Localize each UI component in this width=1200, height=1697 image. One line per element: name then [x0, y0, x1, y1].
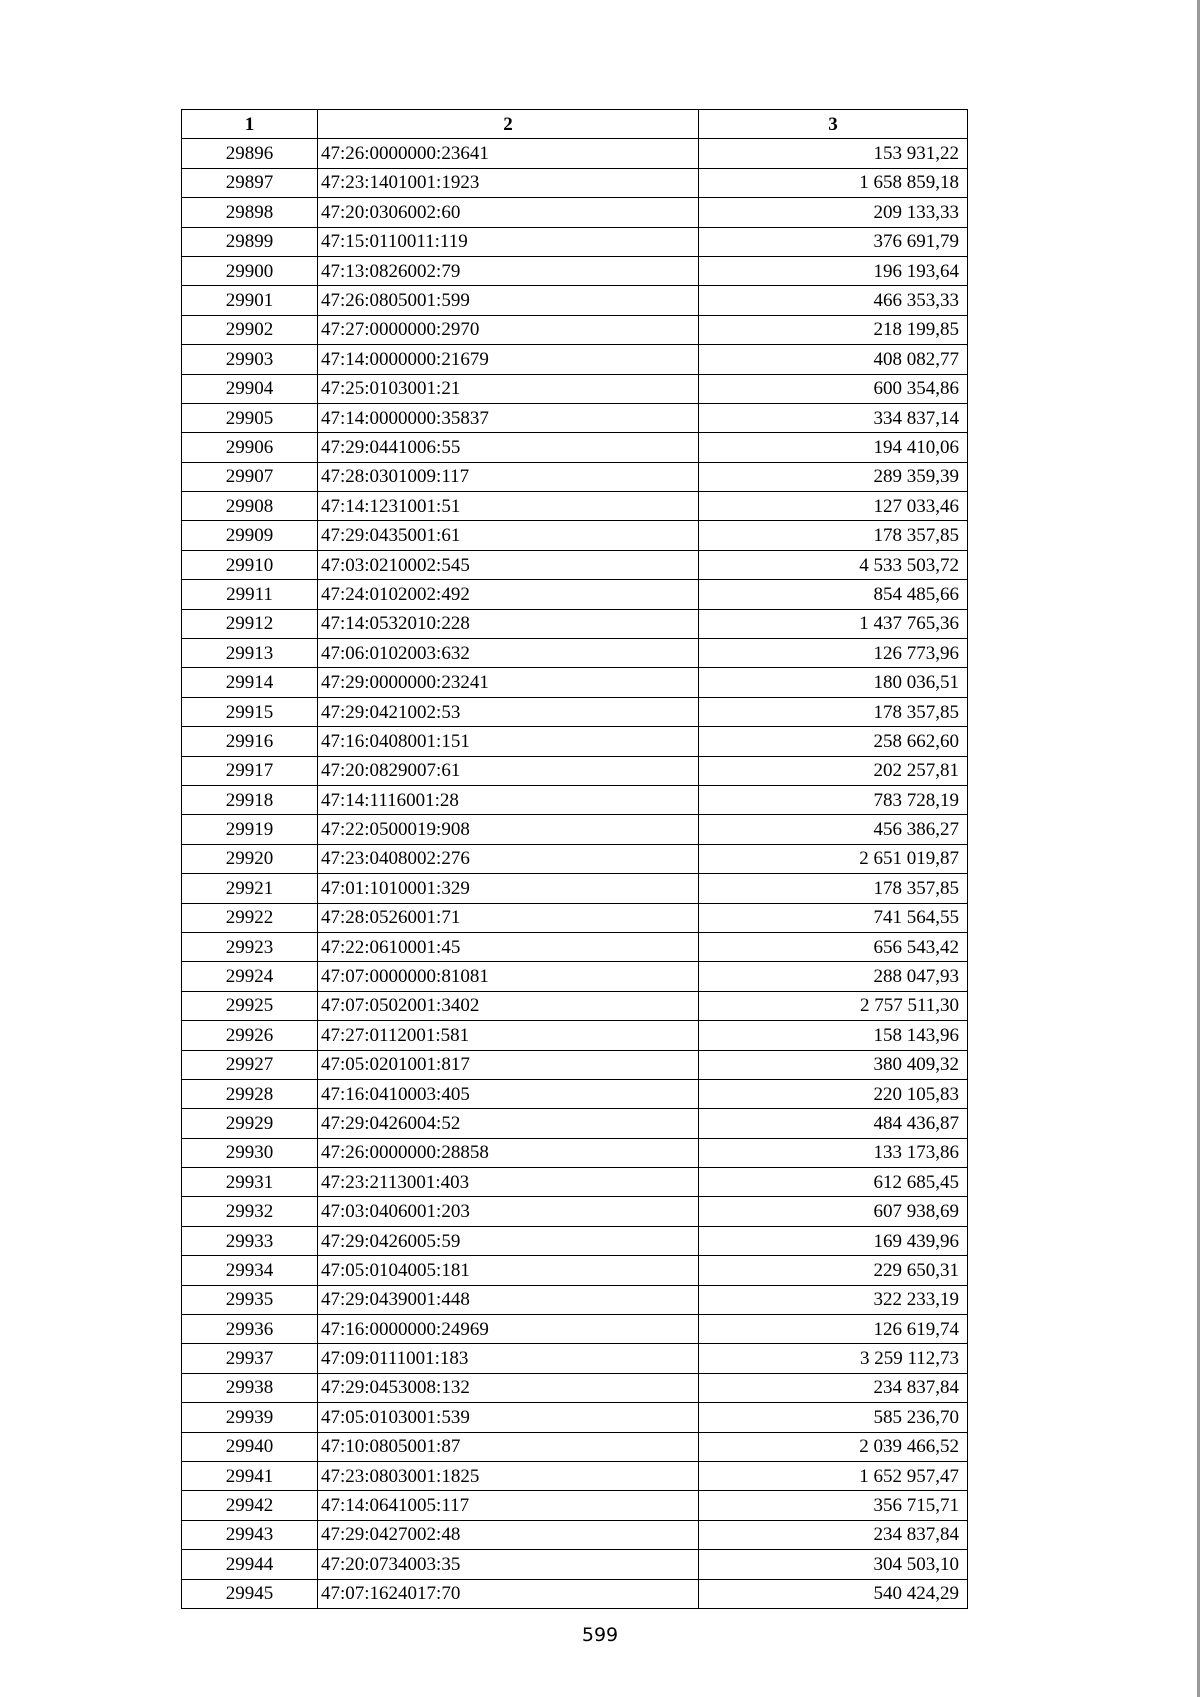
table-row [182, 991, 968, 1020]
row-number-cell: 29899 [182, 227, 318, 256]
value-cell: 2 651 019,87 [699, 844, 968, 873]
cadastral-number-cell: 47:16:0410003:405 [318, 1079, 699, 1108]
cadastral-number-cell: 47:03:0210002:545 [318, 550, 699, 579]
table-row [182, 903, 968, 932]
row-number-cell: 29933 [182, 1226, 318, 1255]
value-cell: 376 691,79 [699, 227, 968, 256]
cadastral-number-cell: 47:16:0000000:24969 [318, 1315, 699, 1344]
value-cell: 202 257,81 [699, 756, 968, 785]
row-number-cell: 29905 [182, 403, 318, 432]
cadastral-number-cell: 47:29:0000000:23241 [318, 668, 699, 697]
value-cell: 380 409,32 [699, 1050, 968, 1079]
table-row [182, 550, 968, 579]
value-cell: 153 931,22 [699, 139, 968, 168]
value-cell: 334 837,14 [699, 403, 968, 432]
cadastral-number-cell: 47:22:0610001:45 [318, 932, 699, 961]
cadastral-number-cell: 47:29:0421002:53 [318, 697, 699, 726]
table-row [182, 727, 968, 756]
table-row [182, 139, 968, 168]
row-number-cell: 29897 [182, 168, 318, 197]
value-cell: 234 837,84 [699, 1520, 968, 1549]
cadastral-number-cell: 47:25:0103001:21 [318, 374, 699, 403]
table-row [182, 1461, 968, 1490]
row-number-cell: 29940 [182, 1432, 318, 1461]
table-row [182, 1021, 968, 1050]
row-number-cell: 29915 [182, 697, 318, 726]
value-cell: 1 658 859,18 [699, 168, 968, 197]
value-cell: 585 236,70 [699, 1403, 968, 1432]
table-row [182, 580, 968, 609]
table-header-row [182, 110, 968, 139]
table-row [182, 1344, 968, 1373]
value-cell: 607 938,69 [699, 1197, 968, 1226]
cadastral-number-cell: 47:24:0102002:492 [318, 580, 699, 609]
row-number-cell: 29920 [182, 844, 318, 873]
row-number-cell: 29917 [182, 756, 318, 785]
cadastral-number-cell: 47:03:0406001:203 [318, 1197, 699, 1226]
row-number-cell: 29934 [182, 1256, 318, 1285]
table-row [182, 1226, 968, 1255]
table-row [182, 668, 968, 697]
table-row [182, 1432, 968, 1461]
row-number-cell: 29945 [182, 1579, 318, 1608]
value-cell: 178 357,85 [699, 697, 968, 726]
cadastral-number-cell: 47:22:0500019:908 [318, 815, 699, 844]
cadastral-number-cell: 47:29:0426004:52 [318, 1109, 699, 1138]
value-cell: 196 193,64 [699, 256, 968, 285]
row-number-cell: 29932 [182, 1197, 318, 1226]
cadastral-number-cell: 47:01:1010001:329 [318, 874, 699, 903]
table-row [182, 609, 968, 638]
value-cell: 180 036,51 [699, 668, 968, 697]
row-number-cell: 29929 [182, 1109, 318, 1138]
value-cell: 220 105,83 [699, 1079, 968, 1108]
row-number-cell: 29913 [182, 639, 318, 668]
cadastral-number-cell: 47:23:0803001:1825 [318, 1461, 699, 1490]
cadastral-number-cell: 47:20:0829007:61 [318, 756, 699, 785]
row-number-cell: 29910 [182, 550, 318, 579]
value-cell: 178 357,85 [699, 874, 968, 903]
row-number-cell: 29930 [182, 1138, 318, 1167]
value-cell: 854 485,66 [699, 580, 968, 609]
table-row [182, 932, 968, 961]
table-row [182, 1373, 968, 1402]
page-number: 599 [581, 1624, 619, 1646]
value-cell: 234 837,84 [699, 1373, 968, 1402]
cadastral-number-cell: 47:13:0826002:79 [318, 256, 699, 285]
row-number-cell: 29944 [182, 1550, 318, 1579]
cadastral-number-cell: 47:29:0427002:48 [318, 1520, 699, 1549]
row-number-cell: 29927 [182, 1050, 318, 1079]
value-cell: 466 353,33 [699, 286, 968, 315]
row-number-cell: 29902 [182, 315, 318, 344]
cadastral-number-cell: 47:14:0000000:35837 [318, 403, 699, 432]
value-cell: 4 533 503,72 [699, 550, 968, 579]
row-number-cell: 29903 [182, 345, 318, 374]
cadastral-number-cell: 47:14:1116001:28 [318, 785, 699, 814]
table-row [182, 198, 968, 227]
row-number-cell: 29908 [182, 492, 318, 521]
table-row [182, 1168, 968, 1197]
row-number-cell: 29907 [182, 462, 318, 491]
row-number-cell: 29922 [182, 903, 318, 932]
row-number-cell: 29909 [182, 521, 318, 550]
table-row [182, 874, 968, 903]
table-row [182, 256, 968, 285]
cadastral-number-cell: 47:07:0000000:81081 [318, 962, 699, 991]
value-cell: 484 436,87 [699, 1109, 968, 1138]
value-cell: 612 685,45 [699, 1168, 968, 1197]
value-cell: 133 173,86 [699, 1138, 968, 1167]
column-header-number: 1 [182, 110, 318, 139]
table-row [182, 962, 968, 991]
value-cell: 322 233,19 [699, 1285, 968, 1314]
cadastral-number-cell: 47:26:0000000:23641 [318, 139, 699, 168]
value-cell: 127 033,46 [699, 492, 968, 521]
value-cell: 600 354,86 [699, 374, 968, 403]
cadastral-number-cell: 47:15:0110011:119 [318, 227, 699, 256]
cadastral-number-cell: 47:29:0426005:59 [318, 1226, 699, 1255]
row-number-cell: 29911 [182, 580, 318, 609]
row-number-cell: 29937 [182, 1344, 318, 1373]
row-number-cell: 29921 [182, 874, 318, 903]
table-row [182, 639, 968, 668]
table-row [182, 433, 968, 462]
value-cell: 3 259 112,73 [699, 1344, 968, 1373]
value-cell: 741 564,55 [699, 903, 968, 932]
table-row [182, 756, 968, 785]
row-number-cell: 29943 [182, 1520, 318, 1549]
cadastral-number-cell: 47:16:0408001:151 [318, 727, 699, 756]
value-cell: 356 715,71 [699, 1491, 968, 1520]
value-cell: 229 650,31 [699, 1256, 968, 1285]
table-row [182, 286, 968, 315]
cadastral-number-cell: 47:14:0532010:228 [318, 609, 699, 638]
value-cell: 2 757 511,30 [699, 991, 968, 1020]
cadastral-number-cell: 47:14:0000000:21679 [318, 345, 699, 374]
row-number-cell: 29936 [182, 1315, 318, 1344]
table-row [182, 374, 968, 403]
cadastral-number-cell: 47:20:0306002:60 [318, 198, 699, 227]
table-row [182, 345, 968, 374]
cadastral-number-cell: 47:27:0112001:581 [318, 1021, 699, 1050]
value-cell: 289 359,39 [699, 462, 968, 491]
row-number-cell: 29928 [182, 1079, 318, 1108]
cadastral-number-cell: 47:09:0111001:183 [318, 1344, 699, 1373]
value-cell: 304 503,10 [699, 1550, 968, 1579]
cadastral-number-cell: 47:28:0301009:117 [318, 462, 699, 491]
cadastral-number-cell: 47:10:0805001:87 [318, 1432, 699, 1461]
table-row [182, 1197, 968, 1226]
cadastral-number-cell: 47:20:0734003:35 [318, 1550, 699, 1579]
value-cell: 456 386,27 [699, 815, 968, 844]
value-cell: 178 357,85 [699, 521, 968, 550]
value-cell: 209 133,33 [699, 198, 968, 227]
row-number-cell: 29925 [182, 991, 318, 1020]
table-row [182, 1315, 968, 1344]
cadastral-number-cell: 47:05:0201001:817 [318, 1050, 699, 1079]
row-number-cell: 29935 [182, 1285, 318, 1314]
cadastral-number-cell: 47:14:0641005:117 [318, 1491, 699, 1520]
value-cell: 169 439,96 [699, 1226, 968, 1255]
table-row [182, 168, 968, 197]
table-row [182, 1285, 968, 1314]
table-row [182, 1491, 968, 1520]
table-row [182, 1079, 968, 1108]
table-row [182, 697, 968, 726]
column-header-cadastral: 2 [318, 110, 699, 139]
row-number-cell: 29904 [182, 374, 318, 403]
table-row [182, 785, 968, 814]
value-cell: 194 410,06 [699, 433, 968, 462]
row-number-cell: 29924 [182, 962, 318, 991]
row-number-cell: 29941 [182, 1461, 318, 1490]
row-number-cell: 29918 [182, 785, 318, 814]
value-cell: 258 662,60 [699, 727, 968, 756]
table-row [182, 521, 968, 550]
table-row [182, 1520, 968, 1549]
table-row [182, 1050, 968, 1079]
row-number-cell: 29942 [182, 1491, 318, 1520]
value-cell: 540 424,29 [699, 1579, 968, 1608]
table-row [182, 1109, 968, 1138]
value-cell: 288 047,93 [699, 962, 968, 991]
value-cell: 218 199,85 [699, 315, 968, 344]
row-number-cell: 29906 [182, 433, 318, 462]
table-row [182, 1403, 968, 1432]
table-row [182, 403, 968, 432]
row-number-cell: 29938 [182, 1373, 318, 1402]
cadastral-number-cell: 47:27:0000000:2970 [318, 315, 699, 344]
value-cell: 2 039 466,52 [699, 1432, 968, 1461]
table-row [182, 1138, 968, 1167]
cadastral-number-cell: 47:05:0104005:181 [318, 1256, 699, 1285]
cadastral-number-cell: 47:29:0453008:132 [318, 1373, 699, 1402]
column-header-value: 3 [699, 110, 968, 139]
table-row [182, 227, 968, 256]
row-number-cell: 29912 [182, 609, 318, 638]
cadastral-number-cell: 47:23:2113001:403 [318, 1168, 699, 1197]
table-row [182, 462, 968, 491]
row-number-cell: 29939 [182, 1403, 318, 1432]
table-row [182, 315, 968, 344]
cadastral-number-cell: 47:07:1624017:70 [318, 1579, 699, 1608]
value-cell: 126 773,96 [699, 639, 968, 668]
row-number-cell: 29901 [182, 286, 318, 315]
table-body [182, 139, 968, 1609]
table-row [182, 844, 968, 873]
row-number-cell: 29923 [182, 932, 318, 961]
cadastral-number-cell: 47:29:0439001:448 [318, 1285, 699, 1314]
table-row [182, 1256, 968, 1285]
cadastral-number-cell: 47:05:0103001:539 [318, 1403, 699, 1432]
cadastral-number-cell: 47:26:0805001:599 [318, 286, 699, 315]
value-cell: 158 143,96 [699, 1021, 968, 1050]
table-row [182, 492, 968, 521]
table-row [182, 1550, 968, 1579]
row-number-cell: 29896 [182, 139, 318, 168]
cadastral-number-cell: 47:14:1231001:51 [318, 492, 699, 521]
cadastral-number-cell: 47:23:1401001:1923 [318, 168, 699, 197]
row-number-cell: 29898 [182, 198, 318, 227]
cadastral-number-cell: 47:29:0435001:61 [318, 521, 699, 550]
value-cell: 1 652 957,47 [699, 1461, 968, 1490]
table-row [182, 1579, 968, 1608]
value-cell: 783 728,19 [699, 785, 968, 814]
data-table [181, 109, 968, 1609]
value-cell: 656 543,42 [699, 932, 968, 961]
value-cell: 1 437 765,36 [699, 609, 968, 638]
cadastral-number-cell: 47:29:0441006:55 [318, 433, 699, 462]
cadastral-number-cell: 47:28:0526001:71 [318, 903, 699, 932]
cadastral-number-cell: 47:06:0102003:632 [318, 639, 699, 668]
cadastral-number-cell: 47:07:0502001:3402 [318, 991, 699, 1020]
cadastral-number-cell: 47:26:0000000:28858 [318, 1138, 699, 1167]
row-number-cell: 29916 [182, 727, 318, 756]
value-cell: 408 082,77 [699, 345, 968, 374]
row-number-cell: 29914 [182, 668, 318, 697]
cadastral-number-cell: 47:23:0408002:276 [318, 844, 699, 873]
row-number-cell: 29919 [182, 815, 318, 844]
row-number-cell: 29931 [182, 1168, 318, 1197]
value-cell: 126 619,74 [699, 1315, 968, 1344]
row-number-cell: 29926 [182, 1021, 318, 1050]
row-number-cell: 29900 [182, 256, 318, 285]
table-row [182, 815, 968, 844]
